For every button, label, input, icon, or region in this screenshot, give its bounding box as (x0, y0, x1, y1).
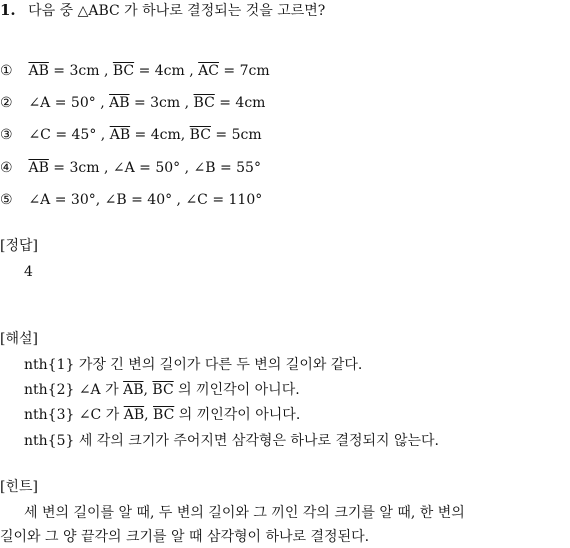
option-5 (0, 190, 262, 210)
option-3 (0, 125, 262, 145)
explanation-text: nth{2} ∠A 가 (24, 382, 124, 398)
question-text: 다음 중 △ABC 가 하나로 결정되는 것을 고르면? (28, 3, 326, 19)
question-number: 1. (0, 1, 16, 19)
question-heading (0, 0, 325, 21)
answer-value: 4 (24, 264, 33, 280)
option-text: = 3cm , (48, 63, 113, 79)
option-text: = 3cm , (129, 95, 194, 111)
hint-label: [힌트] (0, 479, 38, 495)
option-marker: ④ (0, 160, 13, 176)
explanation-text: nth{3} ∠C 가 (24, 407, 124, 423)
segment-label: $\overline{AB}$ (28, 160, 49, 176)
hint-line-2: 길이와 그 양 끝각의 크기를 알 때 삼각형이 하나로 결정된다. (0, 529, 370, 545)
explanation-text: 의 끼인각이 아니다. (173, 382, 300, 398)
option-2 (0, 93, 265, 113)
segment-label: $\overline{BC}$ (153, 407, 175, 423)
explanation-label: [해설] (0, 331, 38, 347)
option-text: = 3cm , ∠A = 50° , ∠B = 55° (48, 160, 261, 176)
answer-label: [정답] (0, 238, 38, 254)
segment-label: $\overline{AC}$ (198, 63, 219, 79)
segment-label: $\overline{AB}$ (123, 407, 145, 423)
option-text: = 4cm , (134, 63, 199, 79)
explanation-text: , (144, 407, 154, 423)
explanation-line-3 (24, 405, 300, 425)
segment-label: $\overline{AB}$ (123, 382, 144, 398)
explanation-line-1 (24, 355, 362, 375)
explanation-line-4 (24, 431, 439, 451)
segment-label: $\overline{BC}$ (189, 127, 211, 143)
explanation-text: nth{1} 가장 긴 변의 길이가 다른 두 변의 길이와 같다. (24, 357, 363, 373)
option-4 (0, 158, 261, 178)
segment-label: $\overline{AB}$ (109, 127, 131, 143)
option-text: ∠A = 50° , (28, 95, 110, 111)
option-text: ∠A = 30°, ∠B = 40° , ∠C = 110° (28, 192, 263, 208)
option-text: ∠C = 45° , (28, 127, 110, 143)
option-text: = 7cm (218, 63, 270, 79)
explanation-text: , (143, 382, 153, 398)
hint-line-1: 세 변의 길이를 알 때, 두 변의 길이와 그 끼인 각의 크기를 알 때, 한 변의 (24, 505, 465, 521)
explanation-text: nth{5} 세 각의 크기가 주어지면 삼각형은 하나로 결정되지 않는다. (24, 433, 440, 449)
option-text: = 5cm (210, 127, 262, 143)
option-marker: ① (0, 63, 13, 79)
segment-label: $\overline{BC}$ (112, 63, 135, 79)
option-marker: ② (0, 95, 13, 111)
explanation-line-2 (24, 380, 300, 400)
option-text: = 4cm (214, 95, 266, 111)
option-text: = 4cm, (130, 127, 190, 143)
segment-label: $\overline{BC}$ (193, 95, 215, 111)
explanation-text: 의 끼인각이 아니다. (174, 407, 301, 423)
segment-label: $\overline{AB}$ (109, 95, 130, 111)
segment-label: $\overline{AB}$ (28, 63, 49, 79)
option-marker: ⑤ (0, 192, 13, 208)
segment-label: $\overline{BC}$ (152, 382, 174, 398)
option-marker: ③ (0, 127, 13, 143)
option-1 (0, 61, 270, 81)
